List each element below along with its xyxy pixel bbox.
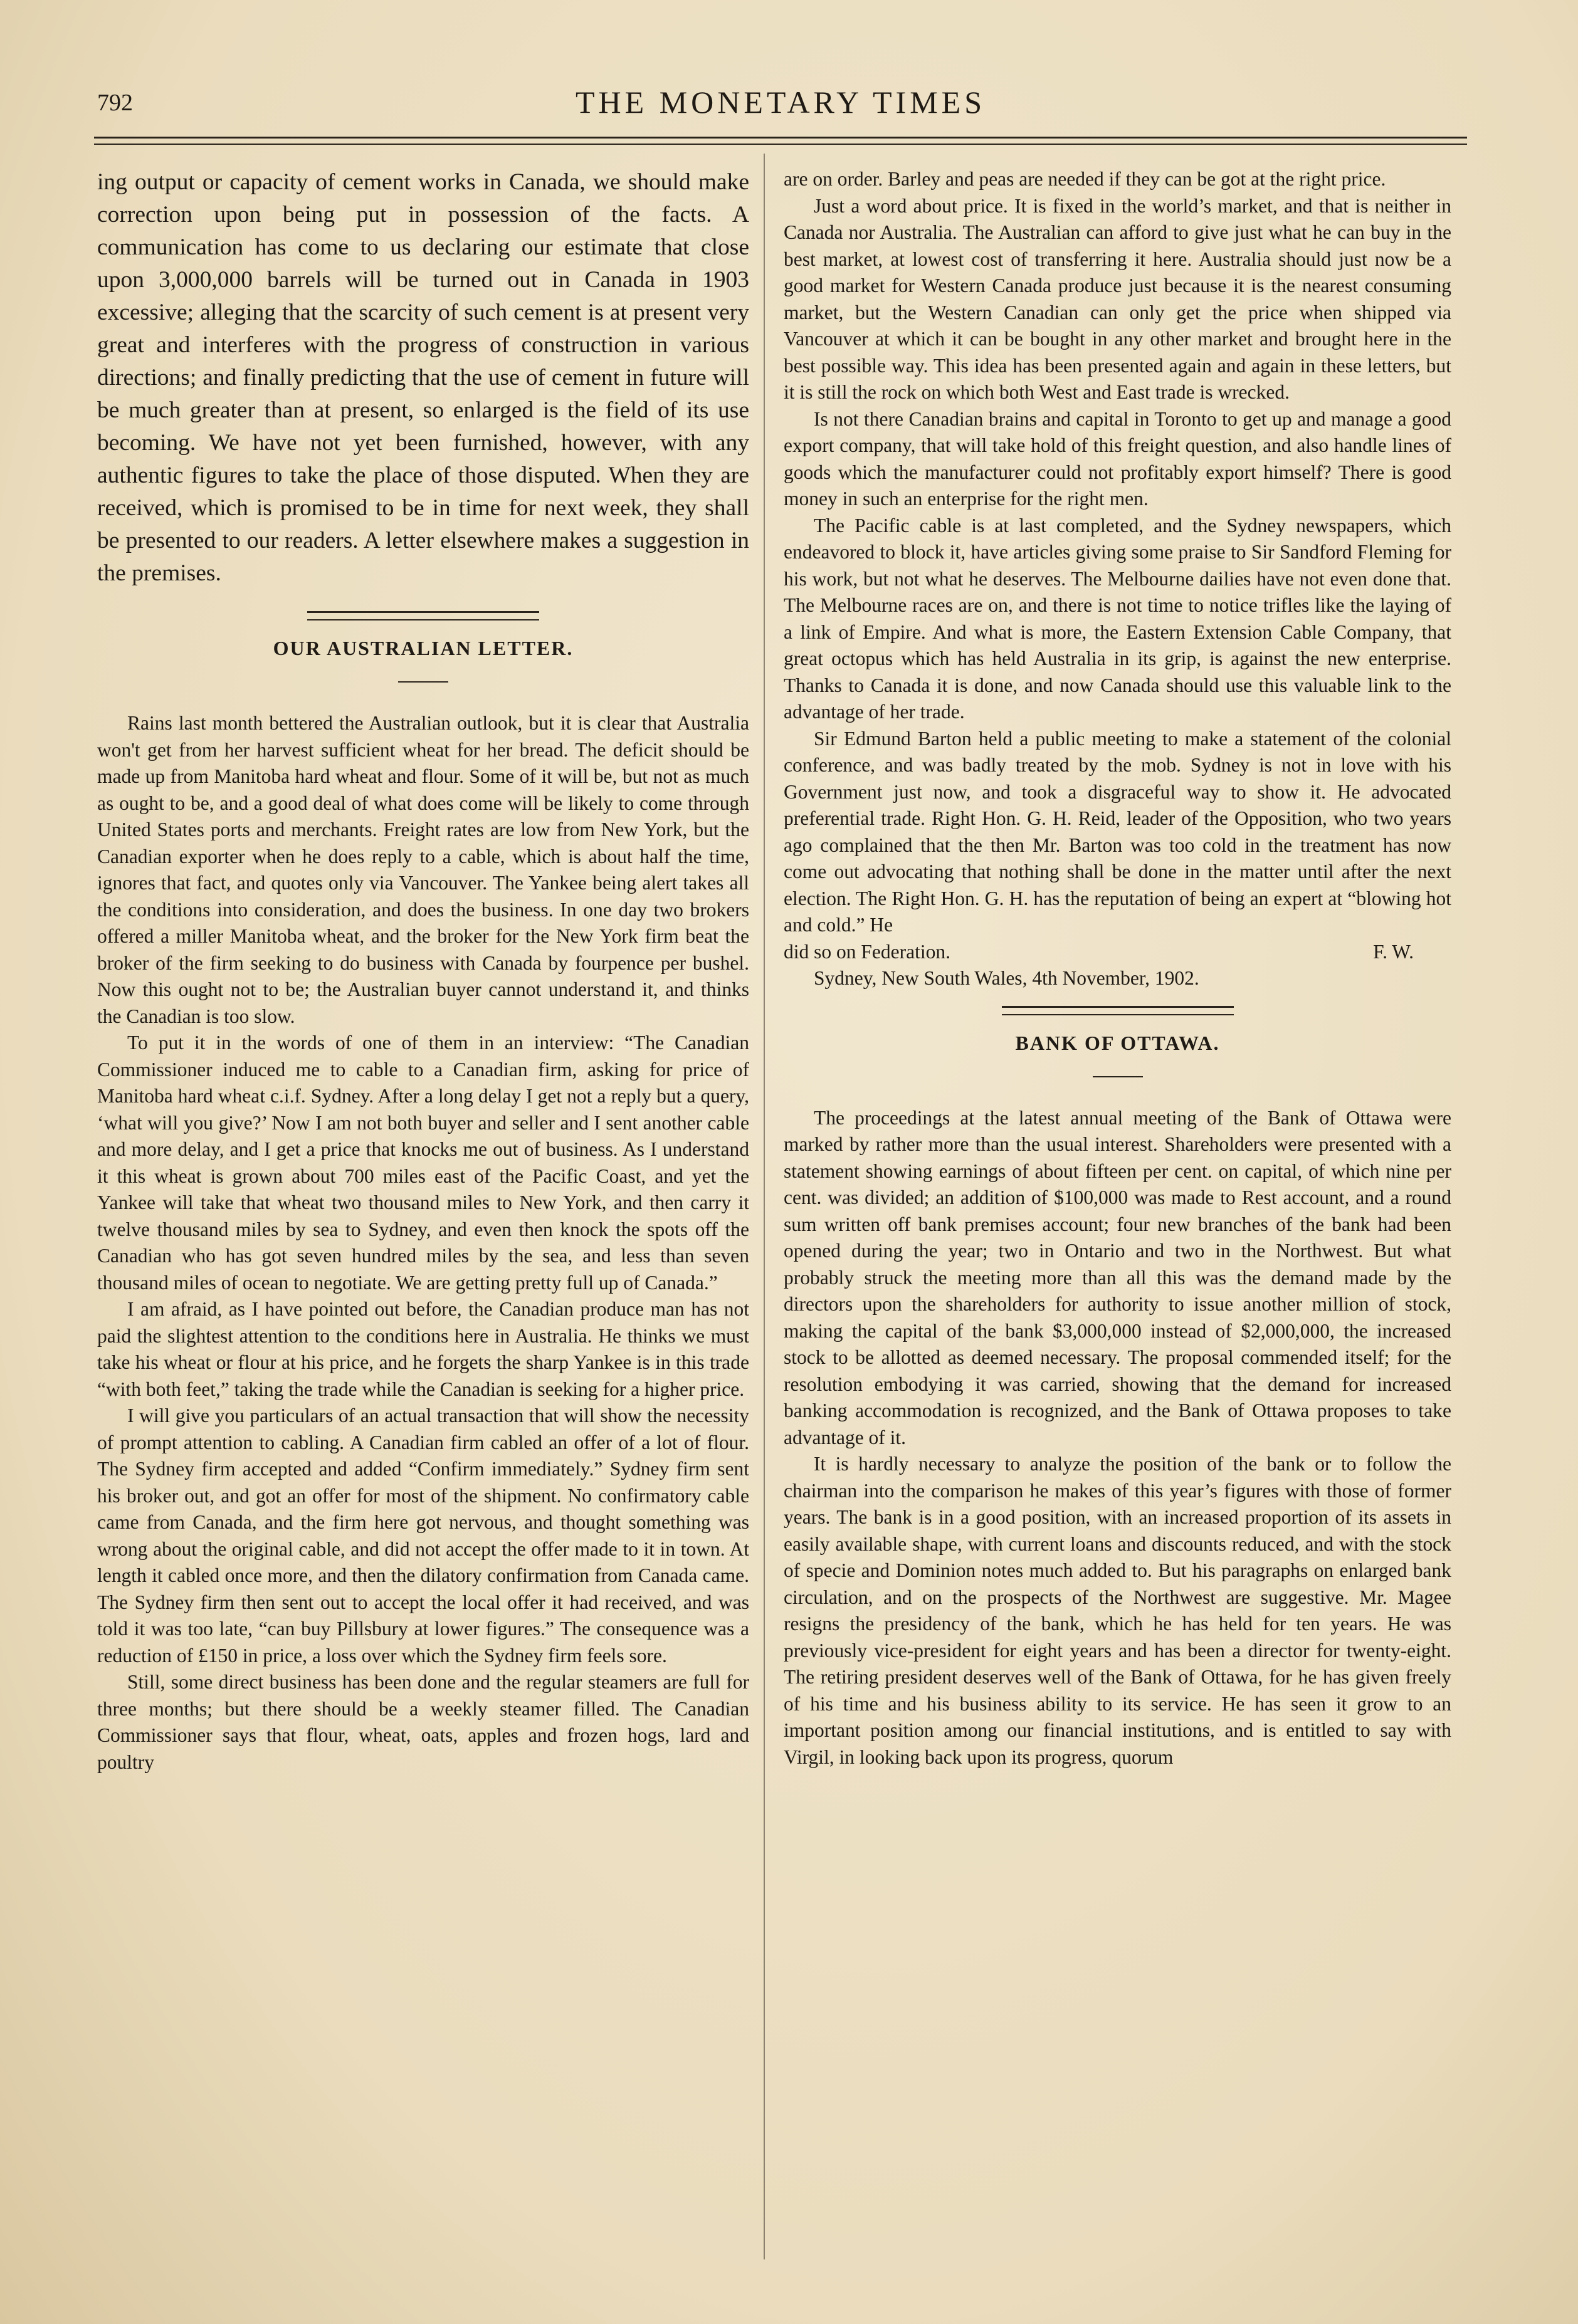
article-paragraph: The Pacific cable is at last completed, and the Sydney newspapers, which endeavored to block it, have articles giving some praise to Sir Sandford Fleming for his work, but not what he deserves. The Melbourne dailies have not even done that. The Melbourne races are on, and there is not time to notice trifles like the laying of a link of Empire. And what is more, the Eastern Extension Cable Company, that great octopus which has held Australia in its grip, is against the new enterprise. Thanks to Canada it is done, and now Canada should use this valuable link to the advantage of her trade.: [784, 514, 1451, 723]
article-paragraph: The proceedings at the latest annual meeting of the Bank of Ottawa were marked by rather more than the usual interest. Shareholders were presented with a statement showing earnings of about fifteen per cent. on capital, of which nine per cent. was divided; an addition of $100,000 was made to Rest account, and a round sum written off bank premises account; four new branches of the bank had been opened during the year; two in Ontario and two in the Northwest. But what probably struck the meeting more than all this was the demand made by the directors upon the shareholders for authority to issue another million of stock, making the capital of the bank $3,000,000 instead of $2,000,000, the increased stock to be allotted as deemed necessary. The proposal commended itself; for the resolution embodying it was carried, showing that the demand for increased banking accommodation is recognized, and the Bank of Ottawa proposes to take advantage of it.: [784, 1106, 1451, 1448]
closing-line: did so on Federation.: [784, 940, 950, 963]
section-divider: [307, 611, 539, 620]
column-separator: [764, 154, 765, 2259]
article-paragraph: Still, some direct business has been done and the regular steamers are full for three months; but there should be a weekly steamer filled. The Canadian Commissioner says that flour, wheat, oats, apples and frozen hogs, lard and poultry: [97, 1671, 749, 1773]
masthead-title: THE MONETARY TIMES: [576, 85, 986, 120]
article-paragraph: I will give you particulars of an actual transaction that will show the necessity of prompt attention to cabling. A Canadian firm cabled an offer of a lot of flour. The Sydney firm accepted and added “Confirm immediately.” Sydney firm sent his broker out, and got an offer for most of the shipment. No confirmatory cable came from Canada, and the firm here got nervous, and thought something was wrong about the original cable, and did not accept the offer made to it in town. At length it cabled once more, and then the dilatory confirmation from Canada came. The Sydney firm then sent out to accept the local offer it had received, and was told it was too late, “can buy Pillsbury at lower figures.” The consequence was a reduction of £150 in price, a loss over which the Sydney firm feels sore.: [97, 1405, 749, 1667]
article-paragraph: Just a word about price. It is fixed in the world’s market, and that is neither in Canada nor Australia. The Australian can afford to give just what he can buy in the best market, at lowest cost of transferring it here. Australia should just now be a good market for Western Canada produce just because it is the nearest consuming market, but the Western Canadian can only get the price when shipped via Vancouver at which it can be bought in any other market and brought here in the best possible way. This idea has been presented again and again in these letters, but it is still the rock on which both West and East trade is wrecked.: [784, 194, 1451, 403]
article-paragraph: are on order. Barley and peas are needed if they can be got at the right price.: [784, 168, 1386, 190]
header-rule-thick: [94, 137, 1467, 139]
header-rule-thin: [94, 144, 1467, 145]
cement-paragraph: ing output or capacity of cement works in Canada, we should make correction upon being put in possession of the facts. A communication has come to us declaring our estimate that close upon 3,000,000 barrels will be turned out in Canada in 1903 excessive; alleging that the scarcity of such cement is at present very great and interferes with the progress of construction in various directions; and finally predicting that the use of cement in future will be much greater than at present, so enlarged is the field of its use becoming. We have not yet been furnished, however, with any authentic figures to take the place of those disputed. When they are received, which is promised to be in time for next week, they shall be presented to our readers. A letter elsewhere makes a suggestion in the premises.: [97, 169, 749, 586]
article-paragraph: Is not there Canadian brains and capital in Toronto to get up and manage a good export company, that will take hold of this freight question, and also handle lines of goods which the manufacturer could not profitably export himself? There is good money in such an enterprise for the right men.: [784, 407, 1451, 510]
dateline: Sydney, New South Wales, 4th November, 1902.: [814, 967, 1199, 989]
page-header: [94, 81, 1467, 125]
article-heading-bank-of-ottawa: BANK OF OTTAWA.: [1015, 1031, 1220, 1054]
article-paragraph: It is hardly necessary to analyze the position of the bank or to follow the chairman into the comparison he makes of this year’s figures with those of former years. The bank is in a good position, with an increased proportion of its assets in easily available shape, with current loans and discounts reduced, and with the stock of specie and Dominion notes much added to. But his paragraphs on enlarged bank circulation, and on the prospects of the Northwest are suggestive. Mr. Magee resigns the presidency of the bank, which he has held for ten years. He was previously vice-president for eight years and has been a director for twenty-eight. The retiring president deserves well of the Bank of Ottawa, for he has given freely of his time and his business ability to its service. He has seen it grow to an important position among our financial institutions, and is entitled to say with Virgil, in looking back upon its progress, quorum: [784, 1453, 1451, 1768]
heading-dash: [1093, 1076, 1143, 1077]
article-paragraph: Rains last month bettered the Australian outlook, but it is clear that Australia won't get from her harvest sufficient wheat for her bread. The deficit should be made up from Manitoba hard wheat and flour. Some of it will be, but not as much as ought to be, and a good deal of what does come will be likely to come through United States ports and merchants. Freight rates are low from New York, but the Canadian exporter when he does reply to a cable, which is about half the time, ignores that fact, and quotes only via Vancouver. The Yankee being alert takes all the conditions into consideration, and does the business. In one day two brokers offered a miller Manitoba wheat, and the broker for the New York firm beat the broker of the firm seeking to do business with Canada by fourpence per bushel. Now this ought not to be; the Australian buyer cannot understand it, and thinks the Canadian is too slow.: [97, 712, 749, 1027]
article-paragraph: To put it in the words of one of them in an interview: “The Canadian Commissioner induced me to cable to a Canadian firm, asking for price of Manitoba hard wheat c.i.f. Sydney. After a long delay I get not a reply but a query, ‘what will you give?’ Now I am not both buyer and seller and I sent another cable and more delay, and I get a price that knocks me out of business. As I understand it this wheat is grown about 700 miles east of the Pacific Coast, and yet the Yankee will take that wheat two thousand miles to New York, and then carry it twelve thousand miles by sea to Sydney, and even then knock the spots off the Canadian who has got seven hundred miles by the sea, and less than seven thousand miles of ocean to negotiate. We are getting pretty full up of Canada.”: [97, 1032, 749, 1294]
section-divider: [1002, 1006, 1234, 1015]
article-paragraph: Sir Edmund Barton held a public meeting to make a statement of the colonial conference, and was badly treated by the mob. Sydney is not in love with his Government just now, and took a disgraceful way to show it. He advocated preferential trade. Right Hon. G. H. Reid, leader of the Opposition, who two years ago complained that the then Mr. Barton was too cold in the treatment has now come out advocating that nothing shall be done in the matter until after the next election. The Right Hon. G. H. has the reputation of being an expert at “blowing hot and cold.” He: [784, 727, 1451, 936]
left-column: [97, 166, 749, 1776]
right-column: [784, 166, 1451, 1771]
page-number: 792: [97, 90, 133, 116]
article-heading-australian-letter: OUR AUSTRALIAN LETTER.: [273, 637, 574, 659]
heading-dash: [398, 681, 448, 683]
article-paragraph: I am afraid, as I have pointed out before, the Canadian produce man has not paid the slightest attention to the conditions here in Australia. He thinks we must take his wheat or flour at his price, and he forgets the sharp Yankee is in this trade “with both feet,” taking the trade while the Canadian is seeking for a higher price.: [97, 1298, 749, 1400]
author-signature: F. W.: [1373, 940, 1414, 963]
signature-line: [784, 939, 1451, 966]
